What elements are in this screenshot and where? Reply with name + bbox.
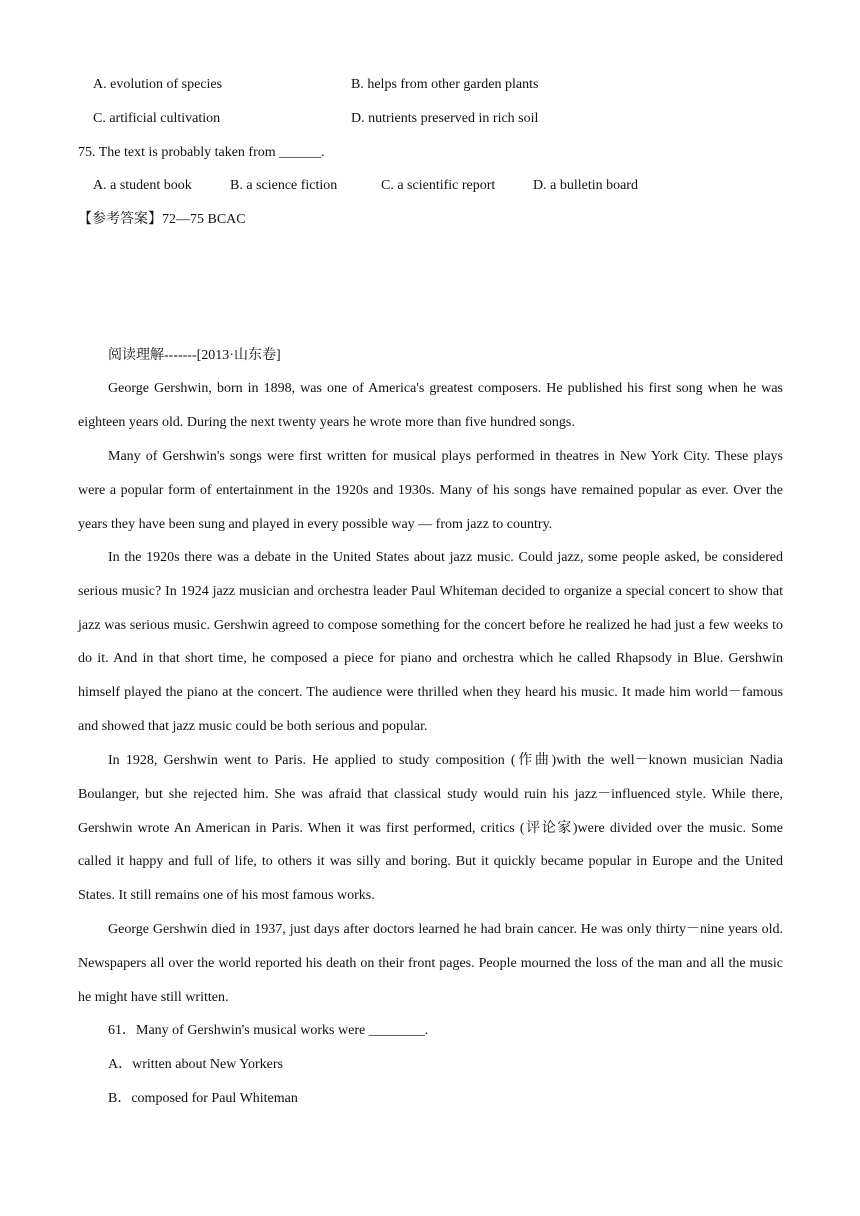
passage-paragraph-4: In 1928, Gershwin went to Paris. He applied to study composition (作曲)with the well－known musician Nadia Boulanger, but she rejected him. She was afraid that classical study would ruin his jazz－influenced style. While there, Gershwin wrote An American in Paris. When it was first performed, critics (评论家)were divided over the music. Some called it happy and full of life, to others it was silly and boring. But it quickly became popular in Europe and the United States. It still remains one of his most famous works.	[78, 753, 783, 904]
q74-option-a: A. evolution of species	[93, 77, 223, 92]
passage-paragraph-2: Many of Gershwin's songs were first written for musical plays performed in theatres in New York City. These plays were a popular form of entertainment in the 1920s and 1930s. Many of his songs have remained popular as ever. Over the years they have been sung and played in every possible way — from jazz to country.	[78, 449, 783, 532]
section-title: 阅读理解-------[2013·山东卷]	[108, 348, 281, 363]
q61-stem: 61．Many of Gershwin's musical works were ________.	[108, 1023, 429, 1038]
passage-paragraph-1: George Gershwin, born in 1898, was one of America's greatest composers. He published his first song when he was eighteen years old. During the next twenty years he wrote more than five hundred songs.	[78, 381, 783, 430]
q74-option-b: B. helps from other garden plants	[351, 77, 539, 92]
q61-option-b: B．composed for Paul Whiteman	[108, 1091, 298, 1106]
q75-stem: 75. The text is probably taken from ______.	[78, 145, 325, 160]
q74-option-c: C. artificial cultivation	[93, 111, 221, 126]
q75-option-a: A. a student book	[93, 178, 192, 193]
answer-key: 【参考答案】72—75 BCAC	[78, 212, 246, 227]
q74-option-d: D. nutrients preserved in rich soil	[351, 111, 539, 126]
q61-option-a: A．written about New Yorkers	[108, 1057, 283, 1072]
passage-paragraph-3: In the 1920s there was a debate in the United States about jazz music. Could jazz, some people asked, be considered serious music? In 1924 jazz musician and orchestra leader Paul Whiteman decided to organize a special concert to show that jazz was serious music. Gershwin agreed to compose something for the concert before he realized he had just a few weeks to do it. And in that short time, he composed a piece for piano and orchestra which he called Rhapsody in Blue. Gershwin himself played the piano at the concert. The audience were thrilled when they heard his music. It made him world－famous and showed that jazz music could be both serious and popular.	[78, 550, 783, 734]
q75-option-c: C. a scientific report	[381, 178, 496, 193]
q75-option-b: B. a science fiction	[230, 178, 338, 193]
q75-option-d: D. a bulletin board	[533, 178, 638, 193]
passage-paragraph-5: George Gershwin died in 1937, just days after doctors learned he had brain cancer. He was only thirty－nine years old. Newspapers all over the world reported his death on their front pages. People mourned the loss of the man and all the music he might have still written.	[78, 922, 783, 1005]
